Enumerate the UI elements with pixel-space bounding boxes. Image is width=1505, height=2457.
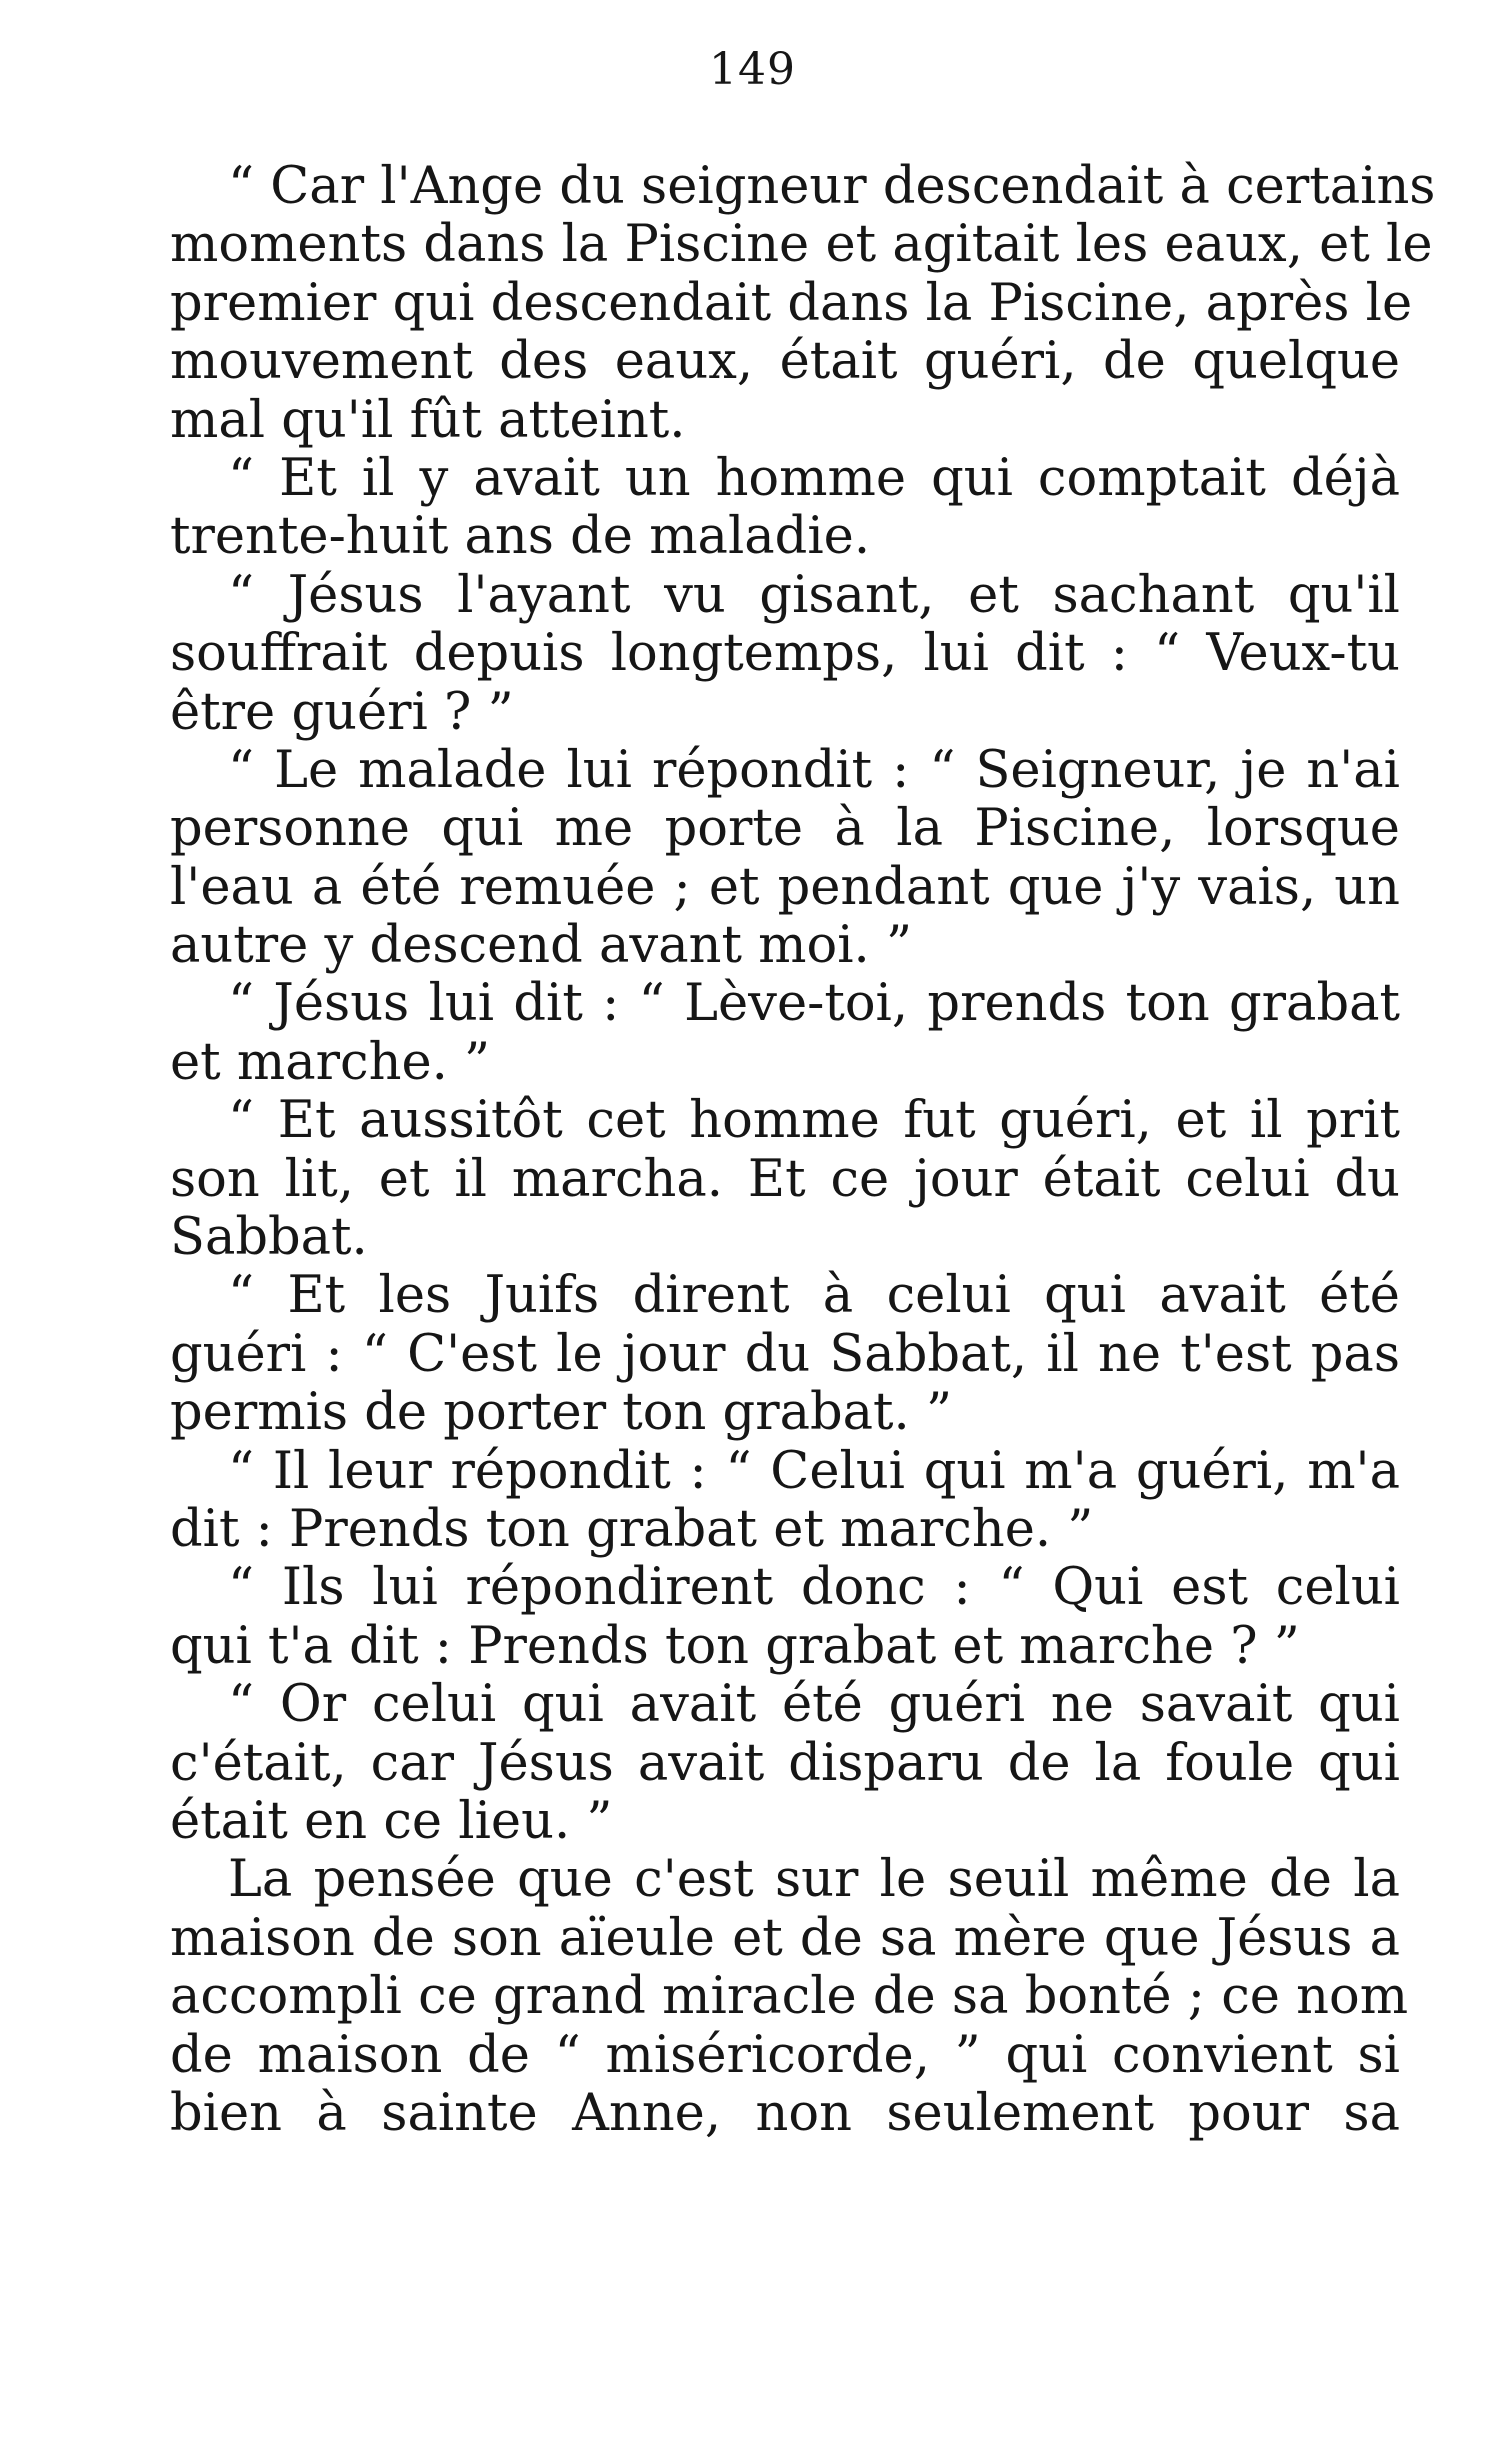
text-line: maison de son aïeule et de sa mère que Jésus a [170,1908,1400,1968]
text-line: son lit, et il marcha. Et ce jour était celui du [170,1149,1400,1209]
text-line: Sabbat. [170,1208,368,1268]
text-line: “ Et les Juifs dirent à celui qui avait été [228,1266,1400,1326]
text-line: “ Jésus lui dit : “ Lève-toi, prends ton grabat [228,974,1400,1034]
text-line: mal qu'il fût atteint. [170,390,686,450]
text-line: l'eau a été remuée ; et pendant que j'y vais, un [170,857,1400,917]
text-line: La pensée que c'est sur le seuil même de la [228,1850,1400,1910]
text-line: “ Et aussitôt cet homme fut guéri, et il prit [228,1091,1400,1151]
text-line: “ Jésus l'ayant vu gisant, et sachant qu'il [228,565,1400,625]
text-line: “ Ils lui répondirent donc : “ Qui est celui [228,1558,1400,1618]
text-line: permis de porter ton grabat. ” [170,1383,953,1443]
text-line: “ Et il y avait un homme qui comptait déjà [228,448,1400,508]
text-line: bien à sainte Anne, non seulement pour sa [170,2083,1400,2143]
text-line: “ Car l'Ange du seigneur descendait à certains [228,157,1436,216]
text-line: moments dans la Piscine et agitait les eaux, et le [170,215,1433,275]
text-line: “ Or celui qui avait été guéri ne savait qui [228,1675,1400,1735]
text-line: “ Le malade lui répondit : “ Seigneur, je n'ai [228,740,1400,800]
page-number: 149 [709,44,796,95]
text-line: dit : Prends ton grabat et marche. ” [170,1499,1094,1559]
text-line: et marche. ” [170,1032,491,1092]
text-line: était en ce lieu. ” [170,1791,613,1851]
text-line: mouvement des eaux, était guéri, de quelque [170,332,1400,392]
body-text [170,157,1436,2143]
text-line: de maison de “ miséricorde, ” qui convient si [170,2025,1400,2085]
text-line: être guéri ? ” [170,682,514,742]
text-line: souffrait depuis longtemps, lui dit : “ Veux-tu [170,624,1400,684]
text-line: accompli ce grand miracle de sa bonté ; ce nom [170,1967,1409,2027]
text-line: qui t'a dit : Prends ton grabat et marche ? ” [170,1616,1300,1676]
text-line: premier qui descendait dans la Piscine, après le [170,273,1413,333]
text-line: trente-huit ans de maladie. [170,507,871,567]
text-line: c'était, car Jésus avait disparu de la foule qui [170,1733,1400,1793]
text-line: autre y descend avant moi. ” [170,916,913,976]
text-line: personne qui me porte à la Piscine, lorsque [170,799,1400,859]
text-line: “ Il leur répondit : “ Celui qui m'a guéri, m'a [228,1441,1400,1501]
text-line: guéri : “ C'est le jour du Sabbat, il ne t'est pas [170,1324,1400,1384]
